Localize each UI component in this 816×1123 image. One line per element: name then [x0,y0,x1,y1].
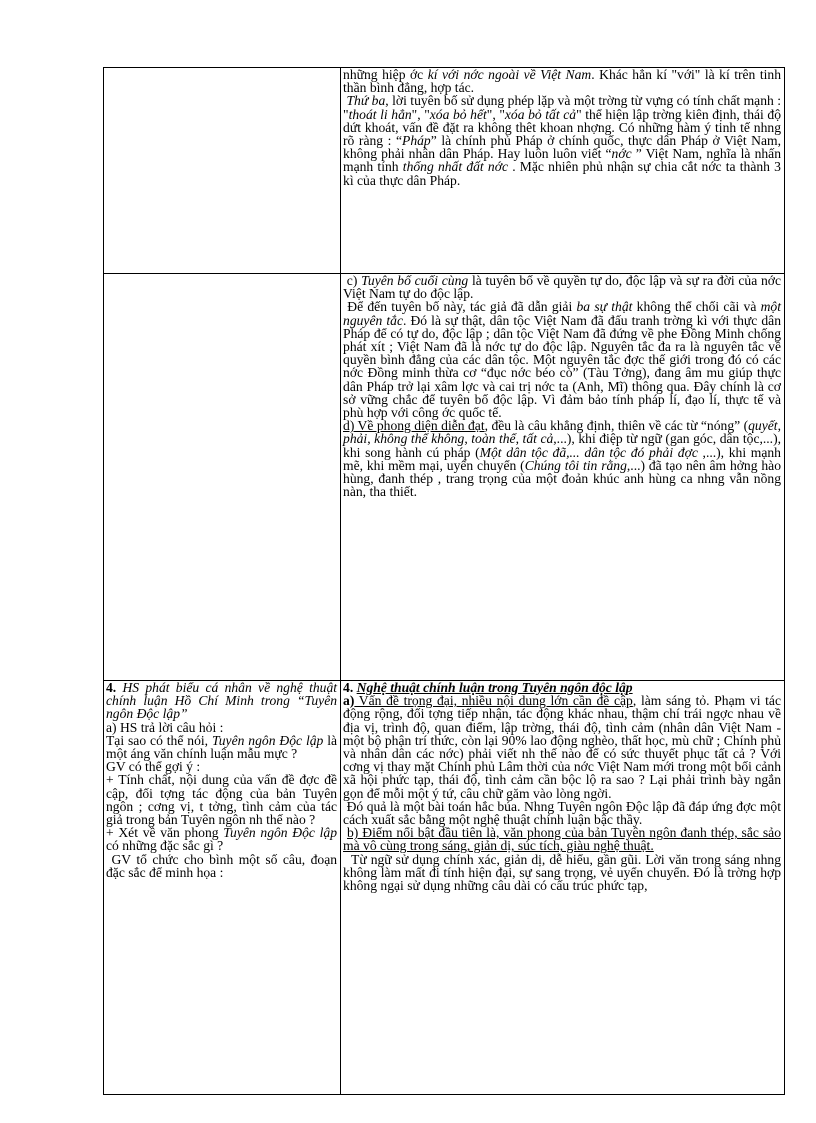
text: , [515,431,523,447]
text: , đều là câu khẳng định, thiên về các từ “nóng” ( [484,418,749,434]
item-label: a) [343,693,355,709]
text: ” Việt Nam, nghĩa là nhấn mạnh tính [343,146,781,175]
italic-text: nớc [611,146,632,162]
italic-text: toàn thể [471,431,516,447]
text: . Mặc nhiên phủ nhận sự chia cắt nớc ta thành 3 kì của thực dân Pháp. [343,159,781,188]
paragraph [343,274,781,300]
underlined-text: b) Điểm nổi bật đầu tiên là, văn phong của bản Tuyên ngôn đanh thép, sắc sảo mà vô cùng trong sáng, giản dị, súc tích, giàu nghệ thuật. [343,825,781,854]
paragraph [343,68,781,94]
italic-text: Chúng tôi tin rằng [524,457,627,473]
text: , làm sáng tỏ. Phạm vi tác động rộng, đối tợng tiếp nhận, tác động khác nhau, thậm chí trái ngợc nhau về địa vị, trình độ, quan điểm, lập trờng, thái độ, tình cảm (nhân dân Việt Nam - một bộ phận trí thức, còn lại 90% lao động nghèo, thất học, mù chữ ; Chính phủ và nhân dân các nớc) phải viết nh thế nào để có sức thuyết phục tất cả ? Với cơng vị thay mặt Chính phủ Lâm thời của nớc Việt Nam mới trong một bối cảnh xã hội phức tạp, thái độ, tình cảm cần bộc lộ ra sao ? Lại phải trình bày ngắn gọn để mỗi một ý tứ, câu chữ găm vào lòng ngời. [343,693,781,801]
text: GV tổ chức cho bình một số câu, đoạn đặc sắc để minh họa : [106,851,338,880]
text: ” là chính phủ Pháp ở chính quốc, thực dân Pháp ở Việt Nam, không phải nhân dân Pháp. Hay luôn luôn viết “ [343,133,781,162]
teacher-note: GV có thể gợi ý : [106,759,201,775]
activity-number: 4. [106,680,117,695]
right-cell [341,274,785,681]
italic-text: thống nhất đất nớc [402,159,508,175]
text: Từ ngữ sử dụng chính xác, giản dị, dễ hiểu, gần gũi. Lời văn trong sáng nhng không làm mất đi tính hiện đại, sự sang trọng, vẻ uyển chuyển. Đó là trờng hợp không ngại sử dụng những câu dài có cấu trúc phức tạp, [343,851,782,894]
text: + Xét về văn phong [106,825,224,841]
italic-text: kí với nớc ngoài về Việt Nam [427,67,592,82]
section-title: Nghệ thuật chính luận trong Tuyên ngôn độc lập [356,680,633,695]
italic-text: Pháp [402,133,431,149]
italic-text: ba sự thật [576,299,633,315]
text: Đó quả là một bài toán hắc búa. Nhng Tuyên ngôn Độc lập đã đáp ứng đợc một cách xuất sắc bằng một nghệ thuật chính luận bậc thầy. [343,798,781,828]
italic-text: Thứ ba [346,93,386,109]
italic-text: Tuyên ngôn Độc lập [211,732,324,748]
italic-text: Tuyên bố cuối cùng [361,273,469,288]
right-cell [341,68,785,274]
text: ,...), khi điệp từ ngữ (gan góc, dân tộc,...), khi song hành cú pháp ( [343,431,781,460]
lesson-table [103,67,785,1095]
text: không thể chối cãi và [632,299,761,315]
paragraph [343,800,781,826]
text: Để đến tuyên bố này, tác giả đã dẫn giải [347,299,577,315]
text: ,...) đã tạo nên âm hởng hào hùng, đanh thép , trang trọng của một đoản khúc anh hùng ca nhng vẫn nồng nàn, tha thiết. [343,457,781,500]
underlined-text: d) Về phong diện diễn đạt [343,418,485,434]
paragraph [343,300,781,419]
italic-text: Một dân tộc đã,... dân tộc đó phải đợc [479,444,698,460]
italic-text: một nguyên tắc [343,299,781,328]
text: là tuyên bố về quyền tự do, độc lập và sự ra đời của nớc Việt Nam tự do độc lập. [343,273,781,302]
paragraph [343,94,781,186]
table-row [104,68,785,274]
text: . Khác hẳn kí "với" là kí trên tinh thần bình đẳng, hợp tác. [343,67,781,96]
right-cell [341,681,785,1095]
question [106,734,337,760]
italic-text: Tuyên ngôn Độc lập [223,825,338,841]
left-cell-empty [104,68,341,274]
text: , lời tuyên bố sử dụng phép lặp và một trờng từ vựng có tính chất mạnh : " [343,93,782,122]
underlined-text: Vấn đề trọng đại, nhiều nội dung lớn cần đề cập [354,693,633,709]
paragraph [343,853,781,893]
activity-title: HS phát biểu cá nhân về nghệ thuật chính luận Hồ Chí Minh trong “Tuyên ngôn Độc lập” [106,680,338,722]
italic-text: xóa bỏ tất cả [504,106,577,122]
paragraph [343,826,781,852]
text: ", " [486,106,505,122]
italic-text: xóa bỏ hết [429,106,487,122]
text: , [464,431,472,447]
italic-text: không thể không [374,431,465,447]
table-row [104,681,785,1095]
italic-text: thoát li hẳn [348,106,412,122]
activity-step: a) HS trả lời câu hỏi : [106,719,224,735]
italic-text: phải [343,431,368,447]
paragraph [343,694,781,800]
text: có những đặc sắc gì ? [106,838,224,854]
italic-text: tất cả [522,431,554,447]
activity-heading [106,681,337,721]
text: c) [346,273,362,288]
text: là một áng văn chính luận mẫu mực ? [106,732,338,762]
text: Tại sao có thể nói, [106,732,212,748]
hint: + Tính chất, nội dung của vấn đề đợc đề cập, đối tợng tác động của bản Tuyên ngôn ; cơng vị, t tởng, tình cảm của tác giả trong bản Tuyên ngôn nh thế nào ? [106,772,338,828]
left-cell-empty [104,274,341,681]
italic-text: quyết [748,418,778,434]
text: những hiệp ớc [343,67,428,82]
left-cell-activities [104,681,341,1095]
text: " thể hiện lập trờng kiên định, thái độ dứt khoát, vấn đề đặt ra không thêt khoan nhợng. Có những hàm ý tinh tế nhng rõ ràng : “ [343,106,781,149]
teacher-note [106,853,337,879]
text: , [367,431,375,447]
hint [106,826,337,852]
text: , [777,418,781,434]
paragraph [343,419,781,498]
section-number: 4. [343,680,357,695]
table-row [104,274,785,681]
text: ,...), khi mạnh mẽ, khi mềm mại, uyển chuyển ( [343,444,781,473]
text: . Đó là sự thật, dân tộc Việt Nam đã đấu tranh trờng kì với thực dân Pháp để có tự do, độc lập ; dân tộc Việt Nam đã đứng về phe Đồng Minh chống phát xít ; Việt Nam đã là nớc tự do độc lập. Nguyên tắc đa ra là nguyên tắc về quyền bình đẳng của các dân tộc. Một nguyên tắc đợc thế giới trong đó có các nớc Đồng minh thừa cơ “đục nớc béo cò” (Tàu Tởng), đang âm mu giúp thực dân Pháp trở lại xâm lợc và cai trị nớc ta (Anh, Mĩ) thông qua. Đây chính là cơ sở vững chắc để tuyên bố độc lập. Vì đảm bảo tính pháp lí, đạo lí, thực tế và phù hợp với công ớc quốc tế. [343,312,781,421]
text: ", " [411,106,430,122]
